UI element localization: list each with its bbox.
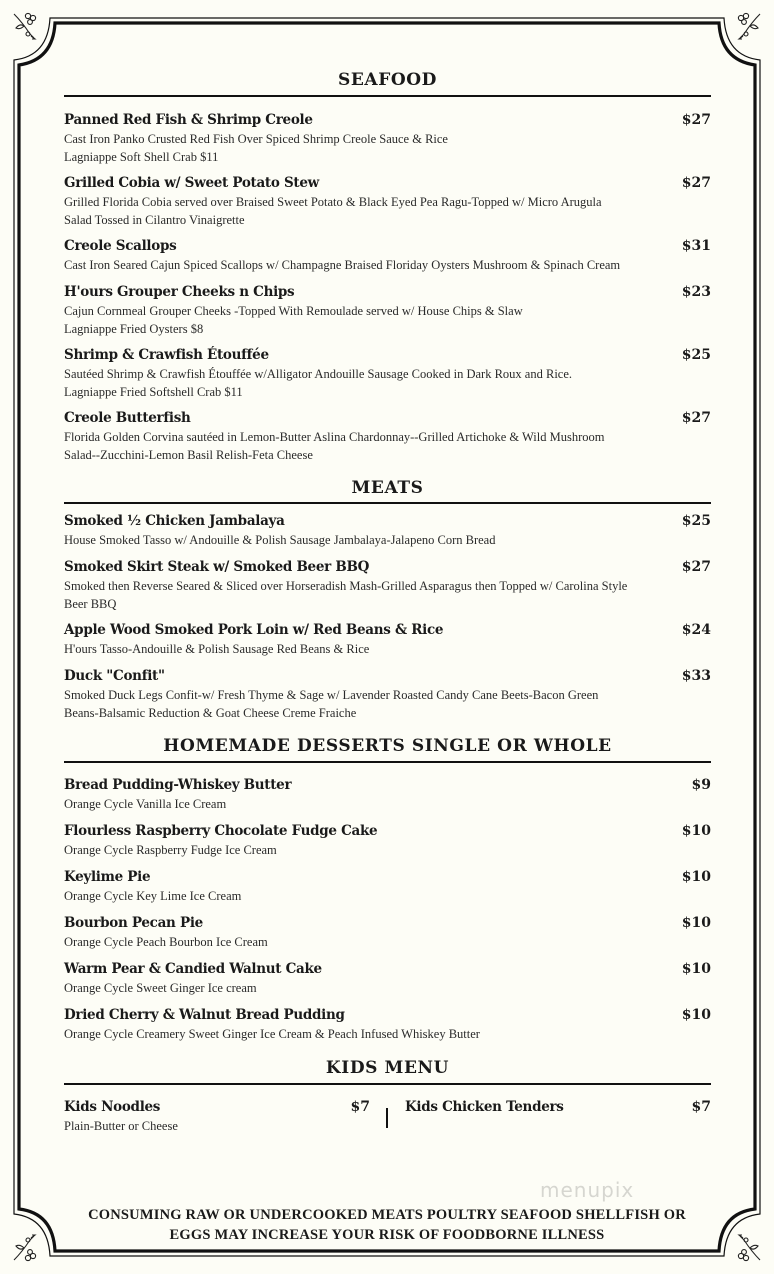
item-description: [64, 980, 674, 998]
menu-item: [64, 823, 711, 860]
disclaimer-line: CONSUMING RAW OR UNDERCOOKED MEATS POULTRY SEAFOOD SHELLFISH OR: [88, 1207, 686, 1223]
menu-item: [64, 961, 711, 998]
menu-item: [405, 1099, 711, 1116]
desc-line: Beer BBQ: [64, 596, 117, 611]
item-description: [64, 687, 674, 722]
section-title: MEATS: [351, 478, 424, 498]
item-name: Flourless Raspberry Chocolate Fudge Cake: [64, 823, 378, 839]
section-title: KIDS MENU: [325, 1058, 450, 1078]
menu-item: [64, 238, 711, 275]
item-description: [64, 1118, 364, 1136]
item-price: $10: [681, 823, 711, 839]
desc-line: Sautéed Shrimp & Crawfish Étouffée w/Alligator Andouille Sausage Cooked in Dark Roux and Rice.: [64, 367, 573, 381]
item-price: $27: [681, 112, 711, 128]
desc-line: Orange Cycle Vanilla Ice Cream: [64, 797, 227, 811]
section-divider: [64, 761, 711, 763]
item-name: Creole Scallops: [64, 238, 177, 254]
desc-line: Lagniappe Soft Shell Crab $11: [64, 149, 219, 164]
menu-item: [64, 668, 711, 722]
item-name: Kids Chicken Tenders: [405, 1099, 564, 1115]
item-description: [64, 532, 674, 550]
desc-line: Salad--Zucchini-Lemon Basil Relish-Feta Cheese: [64, 447, 313, 462]
item-description: [64, 641, 674, 659]
item-name: Shrimp & Crawfish Étouffée: [64, 347, 269, 363]
section-divider: [64, 502, 711, 504]
section-divider: [64, 1083, 711, 1085]
item-name: Smoked ½ Chicken Jambalaya: [64, 513, 285, 529]
item-price: $7: [350, 1099, 370, 1115]
item-name: Panned Red Fish & Shrimp Creole: [64, 112, 313, 128]
floral-sprig-icon: [732, 8, 766, 42]
item-price: $31: [681, 238, 711, 254]
item-price: $10: [681, 961, 711, 977]
kids-section-header: [64, 1058, 711, 1078]
item-description: [64, 194, 674, 229]
desc-line: House Smoked Tasso w/ Andouille & Polish Sausage Jambalaya-Jalapeno Corn Bread: [64, 533, 496, 547]
watermark: menupix: [540, 1178, 635, 1202]
item-name: Duck "Confit": [64, 668, 165, 684]
item-price: $33: [681, 668, 711, 684]
desc-line: Beans-Balsamic Reduction & Goat Cheese Creme Fraiche: [64, 705, 357, 720]
desc-line: Grilled Florida Cobia served over Braised Sweet Potato & Black Eyed Pea Ragu-Topped w/ Micro Arugula: [64, 195, 602, 209]
item-price: $10: [681, 1007, 711, 1023]
item-description: [64, 366, 674, 401]
item-description: [64, 796, 674, 814]
food-safety-disclaimer: [0, 1205, 774, 1245]
column-divider: [386, 1108, 388, 1128]
item-price: $27: [681, 559, 711, 575]
menu-item: [64, 622, 711, 659]
menu-item: [64, 112, 711, 166]
item-name: Warm Pear & Candied Walnut Cake: [64, 961, 322, 977]
section-title: HOMEMADE DESSERTS SINGLE OR WHOLE: [163, 736, 612, 756]
section-title: SEAFOOD: [337, 70, 438, 90]
item-description: [64, 429, 674, 464]
item-description: [64, 257, 674, 275]
desc-line: Orange Cycle Raspberry Fudge Ice Cream: [64, 843, 277, 857]
menu-item: [64, 175, 711, 229]
section-divider: [64, 95, 711, 97]
desc-line: Orange Cycle Peach Bourbon Ice Cream: [64, 935, 268, 949]
item-name: Keylime Pie: [64, 869, 151, 885]
item-price: $7: [691, 1099, 711, 1115]
item-name: Apple Wood Smoked Pork Loin w/ Red Beans & Rice: [64, 622, 444, 638]
meats-section-header: [64, 478, 711, 498]
desc-line: Orange Cycle Sweet Ginger Ice cream: [64, 981, 257, 995]
desc-line: Cast Iron Panko Crusted Red Fish Over Spiced Shrimp Creole Sauce & Rice: [64, 132, 448, 146]
menu-item: [64, 284, 711, 338]
disclaimer-line: EGGS MAY INCREASE YOUR RISK OF FOODBORNE ILLNESS: [169, 1227, 605, 1243]
item-name: Bourbon Pecan Pie: [64, 915, 203, 931]
item-price: $24: [681, 622, 711, 638]
desc-line: Cajun Cornmeal Grouper Cheeks -Topped With Remoulade served w/ House Chips & Slaw: [64, 304, 523, 318]
item-description: [64, 888, 674, 906]
menu-item: [64, 347, 711, 401]
seafood-section-header: [64, 70, 711, 90]
menu-item: [64, 777, 711, 814]
item-name: Smoked Skirt Steak w/ Smoked Beer BBQ: [64, 559, 370, 575]
item-name: Bread Pudding-Whiskey Butter: [64, 777, 292, 793]
desc-line: Cast Iron Seared Cajun Spiced Scallops w/ Champagne Braised Floriday Oysters Mushroom & Spinach Cream: [64, 258, 621, 272]
item-name: Dried Cherry & Walnut Bread Pudding: [64, 1007, 345, 1023]
item-description: [64, 842, 674, 860]
desc-line: Lagniappe Fried Oysters $8: [64, 321, 204, 336]
item-description: [64, 303, 674, 338]
desserts-section-header: [64, 736, 711, 756]
menu-item: [64, 410, 711, 464]
menu-item: [64, 869, 711, 906]
item-price: $27: [681, 410, 711, 426]
desc-line: Florida Golden Corvina sautéed in Lemon-Butter Aslina Chardonnay--Grilled Artichoke & Wild Mushroom: [64, 430, 605, 444]
desc-line: Smoked Duck Legs Confit-w/ Fresh Thyme & Sage w/ Lavender Roasted Candy Cane Beets-Bacon Green: [64, 688, 599, 702]
item-description: [64, 1026, 674, 1044]
desc-line: Orange Cycle Key Lime Ice Cream: [64, 889, 242, 903]
item-price: $9: [691, 777, 711, 793]
item-name: Kids Noodles: [64, 1099, 161, 1115]
desc-line: Lagniappe Fried Softshell Crab $11: [64, 384, 243, 399]
desc-line: Salad Tossed in Cilantro Vinaigrette: [64, 212, 245, 227]
menu-item: [64, 1007, 711, 1044]
item-price: $25: [681, 513, 711, 529]
item-price: $25: [681, 347, 711, 363]
item-price: $10: [681, 915, 711, 931]
item-name: Creole Butterfish: [64, 410, 191, 426]
item-name: H'ours Grouper Cheeks n Chips: [64, 284, 295, 300]
menu-item: [64, 1099, 370, 1136]
menu-item: [64, 559, 711, 613]
item-description: [64, 131, 674, 166]
item-price: $10: [681, 869, 711, 885]
item-description: [64, 578, 674, 613]
item-description: [64, 934, 674, 952]
desc-line: H'ours Tasso-Andouille & Polish Sausage Red Beans & Rice: [64, 642, 370, 656]
floral-sprig-icon: [8, 8, 42, 42]
item-price: $27: [681, 175, 711, 191]
menu-item: [64, 513, 711, 550]
desc-line: Plain-Butter or Cheese: [64, 1119, 178, 1133]
item-name: Grilled Cobia w/ Sweet Potato Stew: [64, 175, 319, 191]
item-price: $23: [681, 284, 711, 300]
desc-line: Smoked then Reverse Seared & Sliced over Horseradish Mash-Grilled Asparagus then Topped w/ Carolina Style: [64, 579, 628, 593]
menu-item: [64, 915, 711, 952]
desc-line: Orange Cycle Creamery Sweet Ginger Ice Cream & Peach Infused Whiskey Butter: [64, 1027, 480, 1041]
